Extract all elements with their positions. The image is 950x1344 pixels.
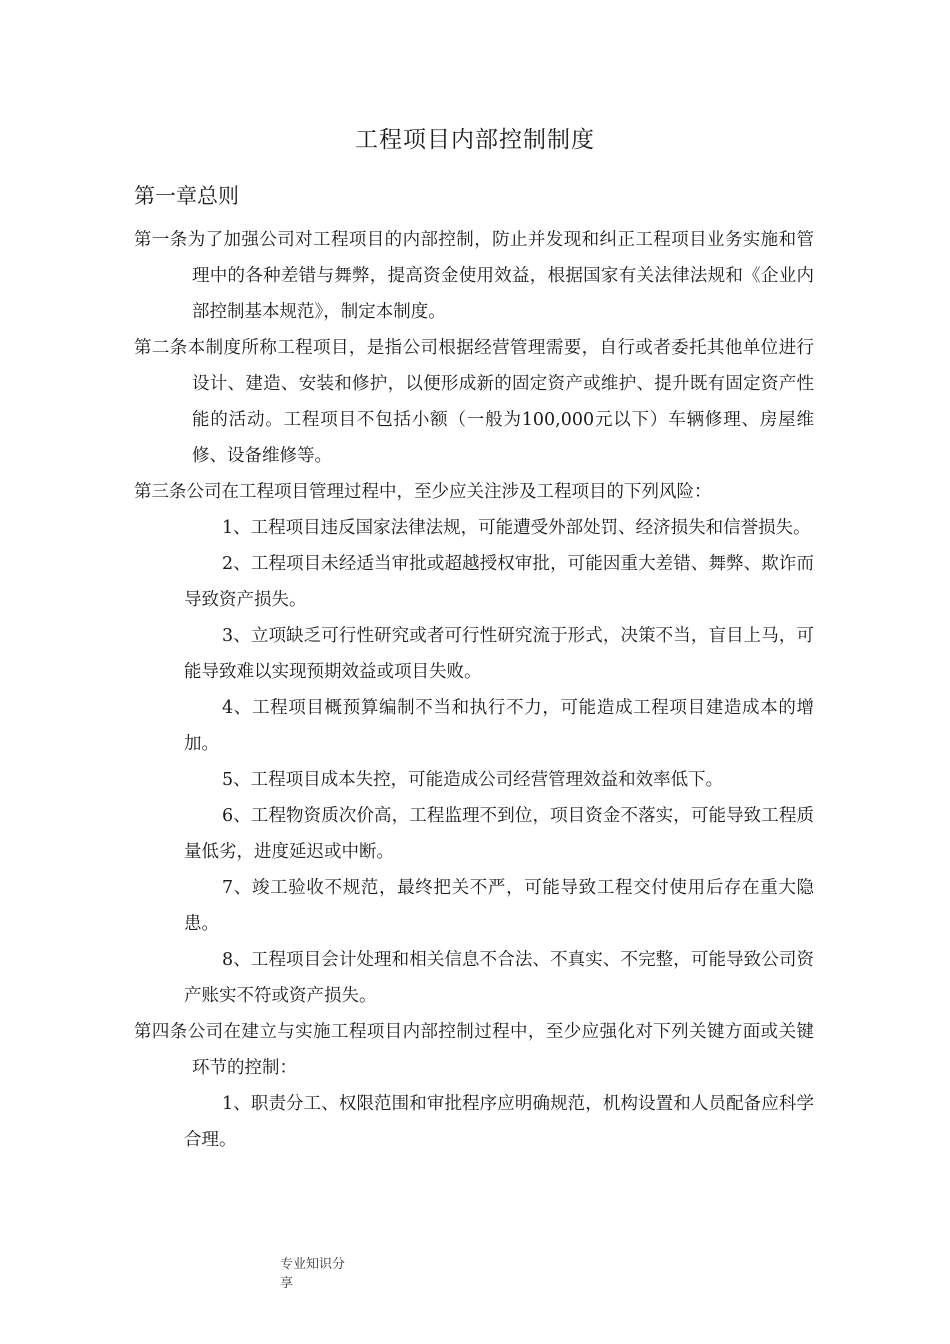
chapter-heading: 第一章总则 (134, 184, 239, 208)
risk-item-7: 7、竣工验收不规范，最终把关不严，可能导致工程交付使用后存在重大隐患。 (184, 878, 814, 934)
risk-item-2: 2、工程项目未经适当审批或超越授权审批，可能因重大差错、舞弊、欺诈而导致资产损失。 (184, 554, 814, 610)
risk-item-4: 4、工程项目概预算编制不当和执行不力，可能造成工程项目建造成本的增加。 (184, 698, 814, 754)
article-4: 第四条公司在建立与实施工程项目内部控制过程中，至少应强化对下列关键方面或关键环节的控制： (134, 1022, 814, 1078)
control-item-1: 1、职责分工、权限范围和审批程序应明确规范，机构设置和人员配备应科学合理。 (184, 1094, 814, 1150)
risk-item-1: 1、工程项目违反国家法律法规，可能遭受外部处罚、经济损失和信誉损失。 (222, 518, 811, 538)
risk-item-6: 6、工程物资质次价高，工程监理不到位，项目资金不落实，可能导致工程质量低劣，进度延迟或中断。 (184, 806, 814, 862)
risk-item-8: 8、工程项目会计处理和相关信息不合法、不真实、不完整，可能导致公司资产账实不符或资产损失。 (184, 950, 814, 1006)
document-title: 工程项目内部控制制度 (355, 127, 595, 153)
risk-item-3: 3、立项缺乏可行性研究或者可行性研究流于形式，决策不当，盲目上马，可能导致难以实现预期效益或项目失败。 (184, 626, 814, 682)
risk-item-5: 5、工程项目成本失控，可能造成公司经营管理效益和效率低下。 (222, 770, 724, 790)
article-3: 第三条公司在工程项目管理过程中，至少应关注涉及工程项目的下列风险： (134, 482, 712, 502)
article-2: 第二条本制度所称工程项目，是指公司根据经营管理需要，自行或者委托其他单位进行设计、建造、安装和修护，以便形成新的固定资产或维护、提升既有固定资产性能的活动。工程项目不包括小额（一般为100,000元以下）车辆修理、房屋维修、设备维修等。 (134, 338, 814, 466)
document-body (134, 222, 814, 1158)
page-footer: 专业知识分享 (280, 1257, 346, 1291)
article-1: 第一条为了加强公司对工程项目的内部控制，防止并发现和纠正工程项目业务实施和管理中的各种差错与舞弊，提高资金使用效益，根据国家有关法律法规和《企业内部控制基本规范》，制定本制度。 (134, 230, 814, 322)
